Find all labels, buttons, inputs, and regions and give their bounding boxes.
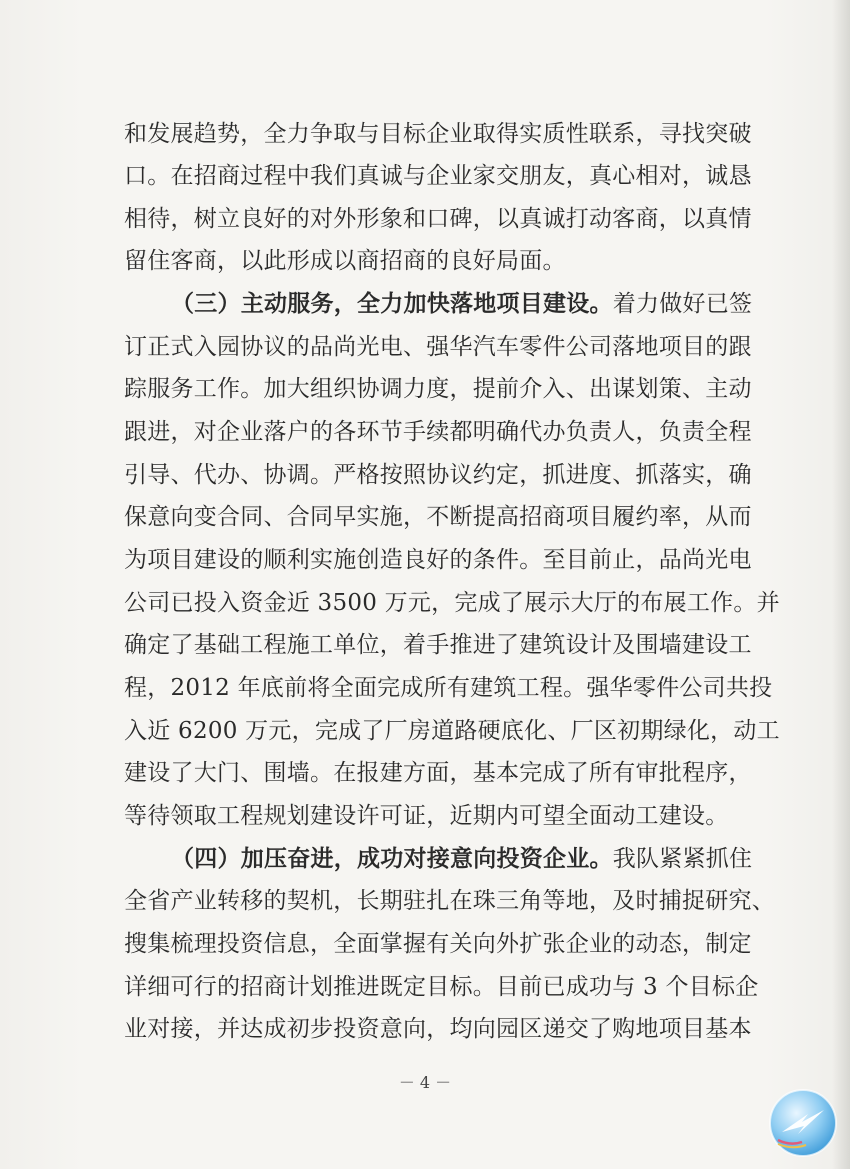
text-line: 等待领取工程规划建设许可证，近期内可望全面动工建设。: [124, 803, 729, 829]
text-line: 全省产业转移的契机，长期驻扎在珠三角等地，及时捕捉研究、: [124, 888, 775, 914]
text-line: 确定了基础工程施工单位，着手推进了建筑设计及围墙建设工: [124, 632, 752, 658]
text-line: 业对接，并达成初步投资意向，均向园区递交了购地项目基本: [124, 1016, 752, 1042]
page-number: － 4 －: [398, 1073, 452, 1092]
scan-edge-shadow: [832, 0, 850, 1169]
text-line: 踪服务工作。加大组织协调力度，提前介入、出谋划策、主动: [124, 376, 752, 402]
text-line: 口。在招商过程中我们真诚与企业家交朋友，真心相对，诚恳: [124, 163, 752, 189]
text-line: 搜集梳理投资信息，全面掌握有关向外扩张企业的动态，制定: [124, 931, 752, 957]
watermark-logo-icon: [768, 1088, 838, 1158]
section-heading: （四）加压奋进，成功对接意向投资企业。: [171, 845, 613, 872]
text-span: 我队紧紧抓住: [612, 846, 753, 872]
text-line: 和发展趋势，全力争取与目标企业取得实质性联系，寻找突破: [124, 121, 752, 147]
section-heading: （三）主动服务，全力加快落地项目建设。: [171, 290, 613, 317]
text-line: 入近 6200 万元，完成了厂房道路硬底化、厂区初期绿化，动工: [124, 718, 780, 744]
text-line: 为项目建设的顺利实施创造良好的条件。至目前止，品尚光电: [124, 547, 752, 573]
text-line: 公司已投入资金近 3500 万元，完成了展示大厅的布展工作。并: [124, 590, 780, 616]
text-line: 相待，树立良好的对外形象和口碑，以真诚打动客商，以真情: [124, 206, 752, 232]
text-line: 保意向变合同、合同早实施，不断提高招商项目履约率，从而: [124, 504, 752, 530]
text-line: 详细可行的招商计划推进既定目标。目前已成功与 3 个目标企: [124, 974, 759, 1000]
text-line: 程，2012 年底前将全面完成所有建筑工程。强华零件公司共投: [124, 675, 773, 701]
section-heading-line: [171, 284, 753, 324]
text-line: 订正式入园协议的品尚光电、强华汽车零件公司落地项目的跟: [124, 334, 752, 360]
text-line: 引导、代办、协调。严格按照协议约定，抓进度、抓落实，确: [124, 462, 752, 488]
text-line: 跟进，对企业落户的各环节手续都明确代办负责人，负责全程: [124, 419, 752, 445]
text-line: 建设了大门、围墙。在报建方面，基本完成了所有审批程序，: [124, 760, 752, 786]
text-span: 着力做好已签: [612, 291, 753, 317]
text-line: 留住客商，以此形成以商招商的良好局面。: [124, 248, 566, 274]
section-heading-line: [171, 839, 753, 879]
